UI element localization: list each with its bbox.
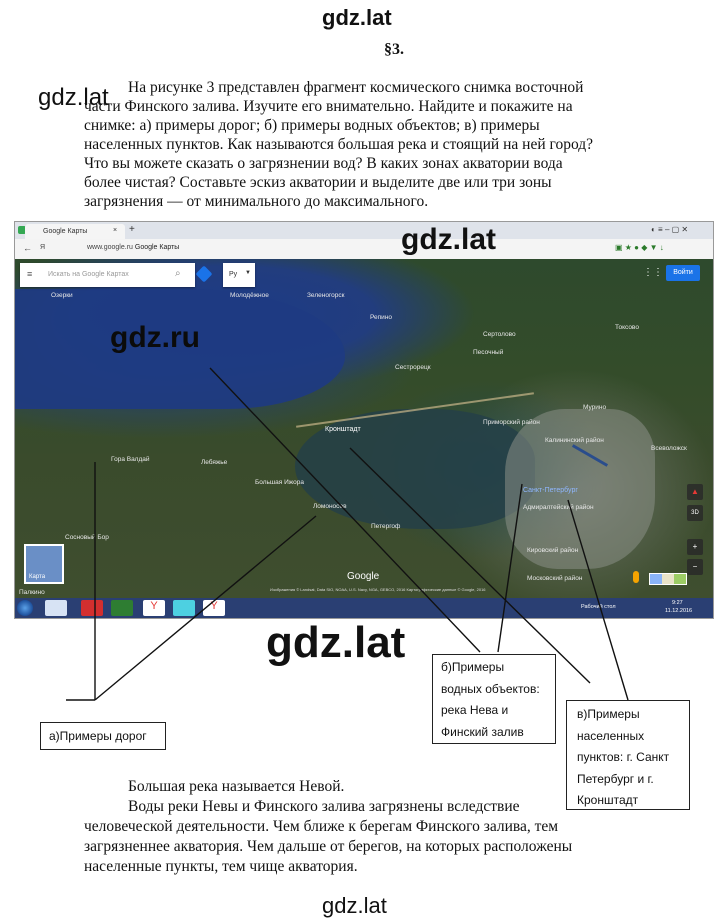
language-button[interactable] <box>223 263 255 287</box>
url-text: www.google.ru <box>87 244 133 251</box>
map-label: Лебяжье <box>201 459 228 466</box>
directions-icon[interactable] <box>196 266 213 283</box>
search-input[interactable]: Искать на Google Картах <box>48 271 129 278</box>
annotation-water-line: б)Примеры <box>441 660 505 674</box>
map-label: Кировский район <box>527 547 579 554</box>
start-button[interactable] <box>17 600 33 616</box>
task-line: части Финского залива. Изучите его внимательно. Найдите и покажите на <box>84 98 573 115</box>
map-label: Токсово <box>615 324 639 331</box>
map-label: Молодёжное <box>230 292 269 299</box>
taskbar-yandex-browser-icon[interactable]: Y <box>203 600 225 616</box>
taskbar-word-icon[interactable] <box>45 600 67 616</box>
tab-bar <box>15 222 713 239</box>
map-label: Мурино <box>583 404 607 411</box>
window-controls[interactable]: ◐ ≡ – ▢ ✕ <box>651 225 689 234</box>
task-line: более чистая? Составьте эскиз акватории и выделите две или три зоны <box>84 174 552 191</box>
search-icon[interactable]: ⌕ <box>175 268 181 279</box>
watermark-bottom: gdz.lat <box>322 893 387 918</box>
map-label: Санкт-Петербург <box>523 487 578 494</box>
task-line: населенных пунктов. Как называются большая река и стоящий на ней город? <box>84 136 594 153</box>
map-label: Гора Валдай <box>111 456 150 463</box>
map-label: Калининский район <box>545 437 604 444</box>
url-field[interactable] <box>87 244 607 251</box>
task-line: загрязнения — от минимального до максимального. <box>84 193 429 210</box>
annotation-roads-text: а)Примеры дорог <box>49 729 147 743</box>
taskbar-yandex-icon[interactable]: Y <box>143 600 165 616</box>
answer-line: загрязненнее акватория. Чем дальше от берегов, на которых расположены <box>84 838 573 855</box>
page-title-text: Google Карты <box>134 244 180 251</box>
map-layer-switcher[interactable] <box>24 544 64 584</box>
yandex-icon[interactable]: Я <box>40 244 46 251</box>
map-label: Озерки <box>51 292 73 299</box>
annotation-water-line: водных объектов: <box>441 681 540 696</box>
annotation-settlement-line: Петербург и г. <box>577 771 654 786</box>
extension-icons[interactable]: ▣ ★ ● ◆ ▼ ↓ <box>615 243 664 252</box>
map-label: Репино <box>370 314 393 321</box>
imagery-thumbnails[interactable] <box>649 573 687 585</box>
tab-close-icon[interactable]: × <box>113 227 118 234</box>
apps-grid-icon[interactable]: ⋮⋮ <box>643 267 663 278</box>
map-label: Адмиралтейский район <box>523 504 594 511</box>
windows-taskbar <box>15 598 713 618</box>
map-label: Сосновый Бор <box>65 534 109 541</box>
answer-text <box>84 777 668 877</box>
taskbar-app-icon[interactable] <box>81 600 103 616</box>
google-logo: Google <box>347 571 380 582</box>
browser-tab[interactable] <box>25 224 125 239</box>
clock-date: 11.12.2016 <box>665 608 693 614</box>
task-text <box>84 78 668 211</box>
tab-title: Google Карты <box>43 228 88 235</box>
map-attribution: Изображения © Landsat, Data SIO, NOAA, U.S. Navy, NGA, GEBCO, 2016 Картографические данные © Google, 2016 <box>270 587 486 592</box>
watermark-top: gdz.lat <box>322 5 392 30</box>
back-arrow-icon[interactable]: ← <box>23 243 32 253</box>
answer-line: Воды реки Невы и Финского залива загрязнены вследствие <box>128 798 520 815</box>
language-label: Ру <box>229 271 238 278</box>
pegman-icon[interactable] <box>633 571 639 583</box>
annotation-water <box>432 654 556 744</box>
annotation-water-line: Финский залив <box>441 724 524 739</box>
annotation-settlement-line: пунктов: г. Санкт <box>577 750 670 764</box>
clock-time: 9:27 <box>672 600 683 606</box>
signin-button[interactable]: Войти <box>666 265 700 281</box>
map-label: Кронштадт <box>325 426 361 433</box>
watermark-screenshot-ru: gdz.ru <box>110 321 200 354</box>
map-search-box[interactable] <box>20 263 195 287</box>
watermark-middle: gdz.lat <box>266 618 406 667</box>
task-line: снимке: а) примеры дорог; б) примеры водных объектов; в) примеры <box>84 117 540 134</box>
map-label: Палкино <box>19 589 45 596</box>
answer-line: населенные пункты, тем чище акватория. <box>84 858 358 875</box>
annotation-water-line: река Нева и <box>441 703 509 717</box>
taskbar-excel-icon[interactable] <box>111 600 133 616</box>
browser-screenshot <box>14 221 714 619</box>
tilt-3d-button[interactable]: 3D <box>687 505 703 521</box>
map-label: Сестрорецк <box>395 364 431 371</box>
taskbar-paint-icon[interactable] <box>173 600 195 616</box>
section-title: §3. <box>384 41 404 58</box>
watermark-screenshot: gdz.lat <box>401 223 496 256</box>
map-label: Всеволожск <box>651 445 687 452</box>
answer-line: человеческой деятельности. Чем ближе к берегам Финского залива, тем <box>84 818 559 835</box>
zoom-out-button[interactable]: − <box>687 559 703 575</box>
annotation-settlement-line: населенных <box>577 728 645 743</box>
annotation-roads <box>40 722 166 750</box>
map-label: Московский район <box>527 575 583 582</box>
chevron-down-icon: ▼ <box>245 270 251 276</box>
new-tab-button[interactable]: + <box>129 224 135 235</box>
task-line: На рисунке 3 представлен фрагмент космического снимка восточной <box>128 79 584 96</box>
annotation-settlement-line: в)Примеры <box>577 707 640 721</box>
map-label: Ломоносов <box>313 503 347 510</box>
zoom-in-button[interactable]: + <box>687 539 703 555</box>
task-line: Что вы можете сказать о загрязнении вод? В каких зонах акватории вода <box>84 155 563 172</box>
annotation-settlement-line: Кронштадт <box>577 793 639 807</box>
map-label: Зеленогорск <box>307 292 345 299</box>
menu-icon[interactable]: ≡ <box>27 269 33 279</box>
map-label: Петергоф <box>371 523 401 530</box>
map-label: Сертолово <box>483 331 516 338</box>
desktop-label[interactable]: Рабочий стол <box>581 604 616 610</box>
compass-icon[interactable]: ▲ <box>687 484 703 500</box>
map-label: Песочный <box>473 349 504 356</box>
map-label: Большая Ижора <box>255 479 304 486</box>
address-bar <box>15 239 713 260</box>
watermark-left: gdz.lat <box>38 84 109 111</box>
answer-line: Большая река называется Невой. <box>128 778 345 795</box>
layer-label: Карта <box>29 574 46 580</box>
map-label: Приморский район <box>483 419 540 426</box>
